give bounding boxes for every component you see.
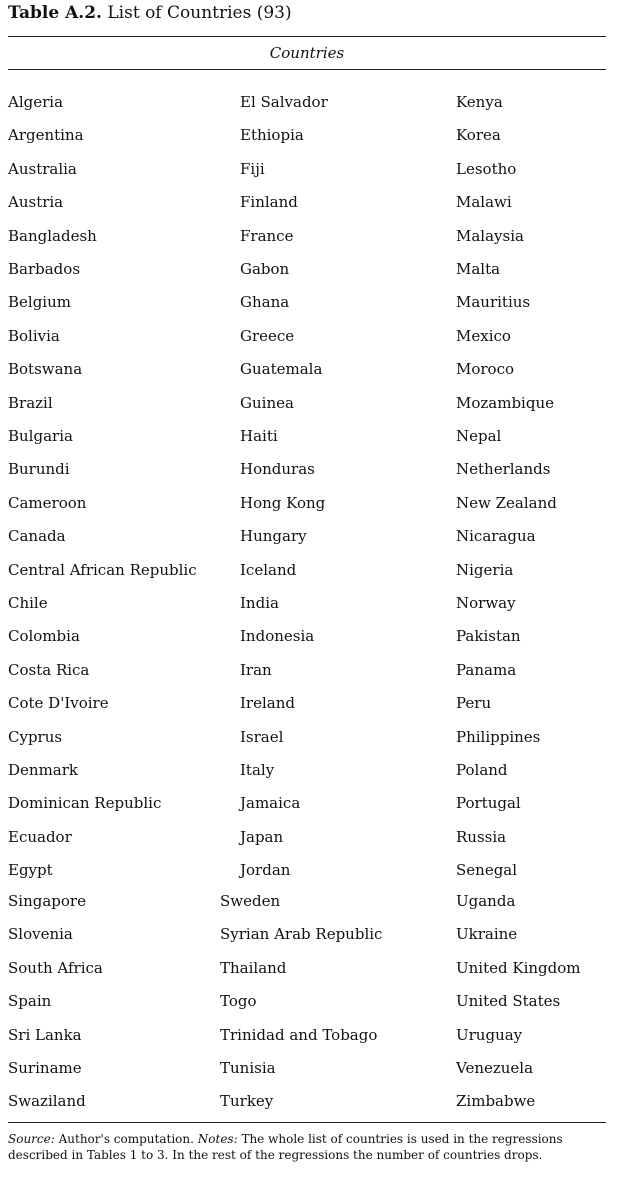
country-cell: Canada	[8, 527, 66, 545]
country-cell: Colombia	[8, 627, 80, 645]
country-cell: Turkey	[220, 1092, 274, 1110]
country-cell: Japan	[240, 828, 284, 846]
country-cell: Greece	[240, 327, 295, 345]
country-cell: United States	[456, 992, 561, 1010]
country-cell: Cyprus	[8, 728, 63, 746]
header-rule	[8, 69, 606, 70]
country-cell: Finland	[240, 193, 298, 211]
country-cell: Moroco	[456, 360, 515, 378]
country-cell: Uruguay	[456, 1026, 523, 1044]
country-cell: Peru	[456, 694, 492, 712]
country-cell: Syrian Arab Republic	[220, 925, 383, 943]
country-cell: India	[240, 594, 279, 612]
country-cell: Italy	[240, 761, 275, 779]
country-cell: Fiji	[240, 160, 265, 178]
country-cell: Algeria	[8, 93, 64, 111]
country-cell: Barbados	[8, 260, 81, 278]
country-cell: Korea	[456, 126, 501, 144]
notes-label: Notes:	[197, 1132, 238, 1146]
top-rule	[8, 36, 606, 37]
country-cell: Netherlands	[456, 460, 551, 478]
country-cell: Ireland	[240, 694, 295, 712]
footnote	[8, 1131, 608, 1163]
country-cell: Ghana	[240, 293, 290, 311]
country-cell: Thailand	[220, 959, 287, 977]
country-cell: Egypt	[8, 861, 53, 879]
country-cell: Bangladesh	[8, 227, 97, 245]
country-cell: Malaysia	[456, 227, 524, 245]
country-cell: Jordan	[240, 861, 291, 879]
bottom-rule	[8, 1122, 606, 1123]
country-cell: Botswana	[8, 360, 83, 378]
country-cell: Mexico	[456, 327, 511, 345]
country-cell: Australia	[8, 160, 77, 178]
country-cell: Mauritius	[456, 293, 531, 311]
country-cell: Nepal	[456, 427, 502, 445]
country-cell: Burundi	[8, 460, 70, 478]
country-cell: Ukraine	[456, 925, 518, 943]
country-cell: Cameroon	[8, 494, 87, 512]
country-cell: New Zealand	[456, 494, 557, 512]
country-cell: Sweden	[220, 892, 281, 910]
country-cell: South Africa	[8, 959, 103, 977]
country-cell: Swaziland	[8, 1092, 86, 1110]
country-cell: Kenya	[456, 93, 503, 111]
country-cell: Jamaica	[240, 794, 301, 812]
country-cell: Suriname	[8, 1059, 82, 1077]
country-cell: Indonesia	[240, 627, 315, 645]
country-cell: Slovenia	[8, 925, 73, 943]
country-cell: Norway	[456, 594, 516, 612]
country-cell: Chile	[8, 594, 48, 612]
source-text: Author's computation.	[58, 1132, 194, 1146]
country-cell: Iceland	[240, 561, 297, 579]
table-caption: List of Countries (93)	[107, 3, 292, 23]
country-cell: Malta	[456, 260, 501, 278]
country-cell: Central African Republic	[8, 561, 197, 579]
country-cell: Togo	[220, 992, 257, 1010]
country-cell: Guatemala	[240, 360, 323, 378]
country-cell: Malawi	[456, 193, 512, 211]
country-cell: Russia	[456, 828, 507, 846]
country-cell: Portugal	[456, 794, 521, 812]
country-cell: Honduras	[240, 460, 315, 478]
country-cell: Austria	[8, 193, 64, 211]
table-number: Table A.2.	[8, 3, 102, 23]
country-cell: Denmark	[8, 761, 78, 779]
country-cell: Ethiopia	[240, 126, 304, 144]
country-cell: Bolivia	[8, 327, 60, 345]
country-cell: Dominican Republic	[8, 794, 162, 812]
country-cell: Nigeria	[456, 561, 514, 579]
country-cell: United Kingdom	[456, 959, 581, 977]
country-cell: Tunisia	[220, 1059, 276, 1077]
country-cell: Singapore	[8, 892, 86, 910]
country-cell: Sri Lanka	[8, 1026, 82, 1044]
country-cell: Gabon	[240, 260, 290, 278]
country-cell: Trinidad and Tobago	[220, 1026, 378, 1044]
country-cell: Cote D'Ivoire	[8, 694, 109, 712]
country-cell: Spain	[8, 992, 52, 1010]
country-cell: Ecuador	[8, 828, 72, 846]
column-header: Countries	[269, 44, 345, 62]
country-cell: Lesotho	[456, 160, 517, 178]
country-cell: Panama	[456, 661, 517, 679]
country-cell: Mozambique	[456, 394, 554, 412]
source-label: Source:	[8, 1132, 55, 1146]
country-cell: Uganda	[456, 892, 516, 910]
country-cell: El Salvador	[240, 93, 328, 111]
country-cell: Iran	[240, 661, 272, 679]
country-cell: Haiti	[240, 427, 278, 445]
country-cell: Bulgaria	[8, 427, 73, 445]
country-cell: Hong Kong	[240, 494, 326, 512]
notes-text: The whole list of countries is used in the regressions described in Tables 1 to 3. In the rest of the regressions the number of countries drops.	[8, 1132, 563, 1162]
table-title	[8, 3, 292, 23]
country-cell: Zimbabwe	[456, 1092, 536, 1110]
country-cell: Venezuela	[456, 1059, 534, 1077]
country-cell: Philippines	[456, 728, 541, 746]
country-cell: France	[240, 227, 294, 245]
country-cell: Pakistan	[456, 627, 521, 645]
country-cell: Israel	[240, 728, 284, 746]
country-cell: Argentina	[8, 126, 84, 144]
country-cell: Brazil	[8, 394, 53, 412]
country-cell: Hungary	[240, 527, 307, 545]
country-cell: Belgium	[8, 293, 71, 311]
country-cell: Senegal	[456, 861, 518, 879]
country-cell: Guinea	[240, 394, 294, 412]
country-cell: Nicaragua	[456, 527, 536, 545]
country-cell: Costa Rica	[8, 661, 90, 679]
country-cell: Poland	[456, 761, 508, 779]
